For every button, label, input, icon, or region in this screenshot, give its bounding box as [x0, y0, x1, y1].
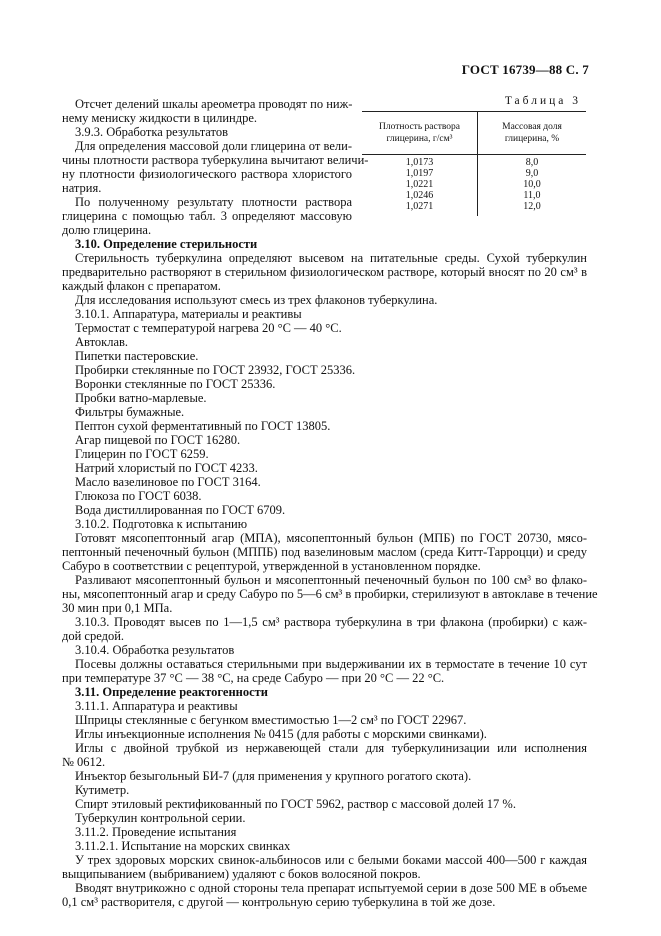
text-line: Пептон сухой ферментативный по ГОСТ 13805. [75, 419, 331, 433]
text-line: Автоклав. [75, 335, 129, 349]
text-line: Шприцы стеклянные с бегунком вместимостью 1—2 см³ по ГОСТ 22967. [75, 713, 467, 727]
page-header: ГОСТ 16739—88 С. 7 [461, 62, 589, 77]
text-line: Разливают мясопептонный бульон и мясопептонный печеночный бульон по 100 см³ во флако- [75, 573, 587, 587]
table-cell: 10,0 [523, 179, 541, 190]
table-cell: 1,0173 [405, 157, 434, 168]
text-line: Для определения массовой доли глицерина от вели- [75, 139, 352, 153]
text-line: Туберкулин контрольной серии. [75, 811, 246, 825]
text-line: каждый флакон с препаратом. [62, 279, 221, 293]
text-line: Пипетки пастеровские. [75, 349, 199, 363]
text-line: Стерильность туберкулина определяют высевом на питательные среды. Сухой туберкулин [75, 251, 587, 265]
glycerin-table [362, 111, 586, 216]
text-line: Вводят внутрикожно с одной стороны тела препарат испытуемой серии в дозе 500 МЕ в объеме [75, 881, 587, 895]
text-line: Посевы должны оставаться стерильными при выдерживании их в термостате в течение 10 сут [75, 657, 587, 671]
header-line: глицерина, % [504, 134, 560, 144]
text-line: У трех здоровых морских свинок-альбиносов или с белыми боками массой 400—500 г каждая [75, 853, 587, 867]
text-line: чины плотности раствора туберкулина вычитают величи- [62, 153, 369, 167]
text-line: Инъектор безыгольный БИ-7 (для применения у крупного рогатого скота). [75, 769, 472, 783]
text-line: Спирт этиловый ректификованный по ГОСТ 5962, раствор с массовой долей 17 %. [75, 797, 516, 811]
header-line: Массовая доля [502, 122, 562, 132]
text-line: Агар пищевой по ГОСТ 16280. [75, 433, 241, 447]
text-line: дой средой. [62, 629, 125, 643]
text-line: предварительно растворяют в стерильном физиологическом растворе, который вносят по 20 см³ в [62, 265, 587, 279]
text-line: Глицерин по ГОСТ 6259. [75, 447, 209, 461]
text-line: Натрий хлористый по ГОСТ 4233. [75, 461, 258, 475]
text-line: 3.10.2. Подготовка к испытанию [75, 517, 248, 531]
text-line: Пробирки стеклянные по ГОСТ 23932, ГОСТ 25336. [75, 363, 356, 377]
text-line: Вода дистиллированная по ГОСТ 6709. [75, 503, 286, 517]
text-line: Воронки стеклянные по ГОСТ 25336. [75, 377, 276, 391]
text-line: ну плотности физиологического раствора хлористого [62, 167, 352, 181]
text-line: 3.11.2.1. Испытание на морских свинках [75, 839, 291, 853]
text-line: Для исследования используют смесь из трех флаконов туберкулина. [75, 293, 438, 307]
text-line: Масло вазелиновое по ГОСТ 3164. [75, 475, 261, 489]
table-cell: 11,0 [523, 190, 541, 201]
table-cell: 1,0197 [405, 168, 434, 179]
text-line: № 0612. [62, 755, 106, 769]
table-rule [362, 111, 586, 112]
section-heading: 3.10. Определение стерильности [75, 237, 258, 251]
text-line: По полученному результату плотности раствора [75, 195, 352, 209]
text-line: нему мениску жидкости в цилиндре. [62, 111, 257, 125]
table-cell: 12,0 [523, 201, 541, 212]
text-line: 3.10.3. Проводят высев по 1—1,5 см³ раствора туберкулина в три флакона (пробирки) с каж- [75, 615, 587, 629]
header-line: глицерина, г/см³ [386, 134, 453, 144]
text-line: Готовят мясопептонный агар (МПА), мясопептонный бульон (МПБ) по ГОСТ 20730, мясо- [75, 531, 587, 545]
text-line: пептонный печеночный бульон (МППБ) под вазелиновым маслом (среда Китт-Тарроцци) и среду [62, 545, 587, 559]
text-line: 3.9.3. Обработка результатов [75, 125, 228, 139]
table-cell: 8,0 [525, 157, 539, 168]
section-heading: 3.11. Определение реактогенности [75, 685, 268, 699]
text-line: Фильтры бумажные. [75, 405, 185, 419]
text-line: 3.11.1. Аппаратура и реактивы [75, 699, 238, 713]
table-cell: 1,0246 [405, 190, 434, 201]
text-line: при температуре 37 °С — 38 °С, на среде Сабуро — при 20 °С — 22 °С. [62, 671, 445, 685]
text-line: Пробки ватно-марлевые. [75, 391, 207, 405]
text-line: 30 мин при 0,1 МПа. [62, 601, 173, 615]
text-line: 0,1 см³ растворителя, с другой — контрольную серию туберкулина в той же дозе. [62, 895, 496, 909]
text-line: ны, мясопептонный агар и среду Сабуро по 5—6 см³ в пробирки, стерилизуют в автоклаве в течение [62, 587, 598, 601]
table-cell: 1,0271 [405, 201, 434, 212]
text-line: Иглы с двойной трубкой из нержавеющей стали для туберкулинизации или исполнения [75, 741, 587, 755]
table-header-mass-fraction [478, 121, 586, 145]
text-line: 3.11.2. Проведение испытания [75, 825, 237, 839]
table-caption: Таблица 3 [504, 95, 581, 107]
text-line: Термостат с температурой нагрева 20 °С — 40 °С. [75, 321, 342, 335]
text-line: Глюкоза по ГОСТ 6038. [75, 489, 202, 503]
table-header-density [362, 121, 477, 145]
text-line: 3.10.4. Обработка результатов [75, 643, 235, 657]
text-line: Иглы инъекционные исполнения № 0415 (для работы с морскими свинками). [75, 727, 487, 741]
table-cell: 1,0221 [405, 179, 434, 190]
text-line: Отсчет делений шкалы ареометра проводят по ниж- [75, 97, 353, 111]
text-line: выщипыванием (выбриванием) удаляют с боков волосяной покров. [62, 867, 421, 881]
header-line: Плотность раствора [379, 122, 460, 132]
text-line: натрия. [62, 181, 102, 195]
text-line: долю глицерина. [62, 223, 152, 237]
table-cell: 9,0 [525, 168, 539, 179]
text-line: глицерина с помощью табл. 3 определяют массовую [62, 209, 352, 223]
text-line: Кутиметр. [75, 783, 130, 797]
text-line: 3.10.1. Аппаратура, материалы и реактивы [75, 307, 302, 321]
table-rule [362, 154, 586, 155]
text-line: Сабуро в соответствии с рецептурой, утвержденной в установленном порядке. [62, 559, 481, 573]
